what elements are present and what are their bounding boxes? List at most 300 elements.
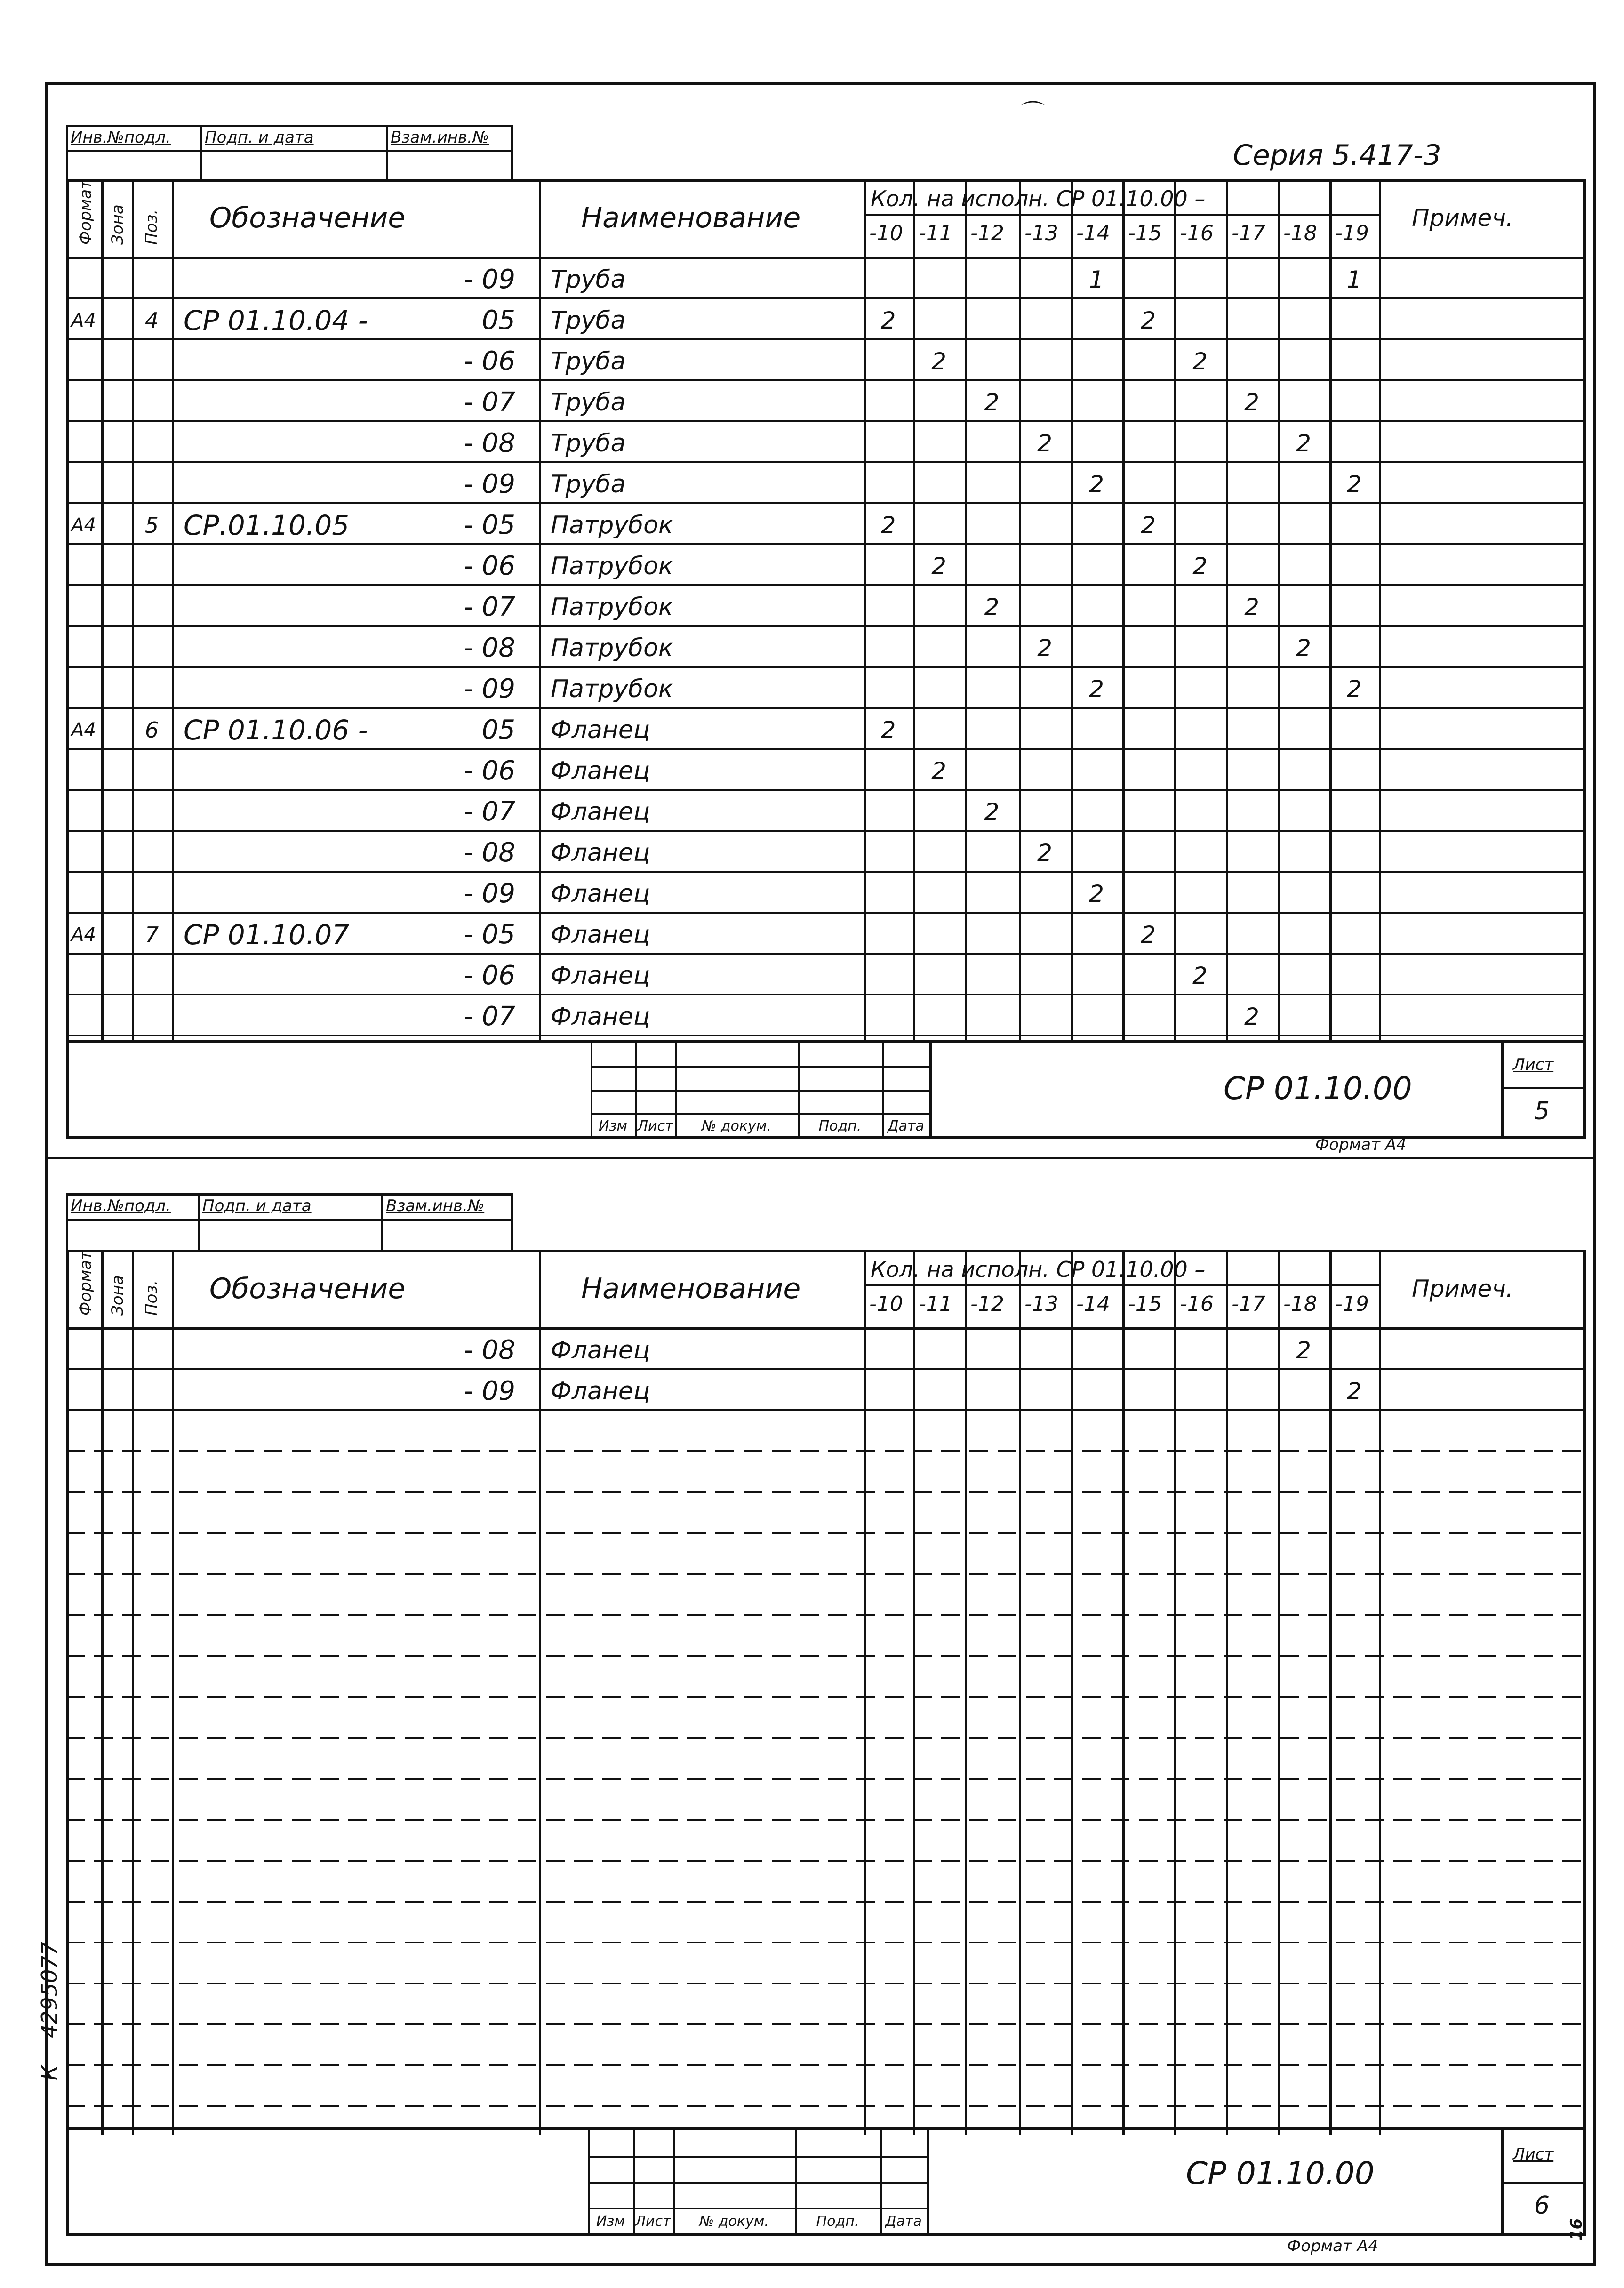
row-qty--10 — [864, 914, 913, 955]
row-designation-suffix: - 06 — [464, 346, 515, 377]
row-pos — [132, 586, 172, 627]
row-qty--14 — [1071, 996, 1122, 1037]
row-pos — [132, 750, 172, 791]
header-col--15: -15 — [1128, 221, 1162, 246]
row-qty--12 — [965, 750, 1019, 791]
row-qty--10 — [864, 341, 913, 382]
row-format — [66, 996, 101, 1037]
row-qty--18 — [1278, 914, 1329, 955]
row-qty--14: 2 — [1089, 880, 1104, 907]
row-pos — [132, 1371, 172, 1412]
row-name: Фланец — [551, 1002, 650, 1031]
table-row — [66, 382, 1586, 423]
row-qty--17: 2 — [1244, 1003, 1259, 1030]
row-qty--11 — [913, 914, 965, 955]
row-qty--13 — [1019, 709, 1071, 750]
row-pos — [132, 832, 172, 873]
row-qty--15 — [1122, 996, 1174, 1037]
row-qty--18 — [1278, 1371, 1329, 1412]
row-qty--13 — [1019, 873, 1071, 914]
row-name: Патрубок — [551, 674, 673, 703]
header-oboznachenie: Обозначение — [209, 1272, 406, 1305]
row-qty--12 — [965, 832, 1019, 873]
sheet2-side-stamp: 4295077 — [37, 1942, 62, 2038]
row-format — [66, 546, 101, 586]
row-qty--13 — [1019, 464, 1071, 505]
series-label: Серия 5.417-3 — [1233, 139, 1441, 172]
row-qty--19 — [1329, 627, 1379, 668]
row-designation-suffix: - 08 — [464, 837, 515, 868]
sheet2-title-grid — [588, 2130, 927, 2233]
row-qty--11 — [913, 586, 965, 627]
row-qty--18 — [1278, 546, 1329, 586]
stamp-line — [200, 125, 202, 181]
row-qty--17 — [1226, 914, 1278, 955]
row-qty--12 — [965, 1371, 1019, 1412]
header-poz: Поз. — [142, 1280, 161, 1316]
row-qty--11 — [913, 464, 965, 505]
row-format: А4 — [71, 514, 96, 536]
row-qty--17 — [1226, 259, 1278, 300]
row-qty--16 — [1174, 586, 1226, 627]
row-qty--15 — [1122, 423, 1174, 464]
row-pos: 5 — [144, 512, 159, 538]
row-pos — [132, 464, 172, 505]
row-qty--11: 2 — [931, 757, 946, 785]
row-qty--15 — [1122, 1371, 1174, 1412]
row-qty--19 — [1329, 382, 1379, 423]
row-qty--17 — [1226, 464, 1278, 505]
row-name: Фланец — [551, 879, 650, 908]
row-pos — [132, 791, 172, 832]
table-row-line — [66, 1737, 1586, 1739]
row-qty--16 — [1174, 1330, 1226, 1371]
row-qty--13 — [1019, 546, 1071, 586]
row-qty--17 — [1226, 709, 1278, 750]
row-qty--19: 1 — [1346, 265, 1362, 293]
row-qty--18 — [1278, 505, 1329, 546]
row-qty--14 — [1071, 832, 1122, 873]
row-name: Фланец — [551, 797, 650, 826]
row-qty--18 — [1278, 709, 1329, 750]
row-qty--11 — [913, 996, 965, 1037]
row-designation-suffix: - 06 — [464, 960, 515, 991]
header-format: Формат — [76, 1251, 95, 1316]
header-col--16: -16 — [1180, 1292, 1214, 1317]
row-qty--18 — [1278, 300, 1329, 341]
table-row-line — [66, 1450, 1586, 1452]
page-divider — [45, 1157, 1595, 1159]
row-qty--16 — [1174, 832, 1226, 873]
row-name: Труба — [551, 306, 626, 335]
row-qty--10: 2 — [880, 716, 896, 744]
stamp-inv-podl: Инв.№подл. — [71, 128, 171, 147]
row-qty--18 — [1278, 996, 1329, 1037]
title-grid-row — [591, 1090, 929, 1092]
header-col--17: -17 — [1232, 1292, 1265, 1317]
row-format — [66, 382, 101, 423]
title-data: Дата — [888, 1117, 924, 1134]
row-name: Патрубок — [551, 634, 673, 662]
row-qty--14: 2 — [1089, 675, 1104, 703]
row-qty--17 — [1226, 300, 1278, 341]
header-col--10: -10 — [869, 1292, 903, 1317]
row-qty--11 — [913, 668, 965, 709]
row-qty--13 — [1019, 791, 1071, 832]
title-grid-row — [588, 2182, 927, 2184]
row-format — [66, 750, 101, 791]
row-qty--14 — [1071, 791, 1122, 832]
row-qty--12 — [965, 259, 1019, 300]
row-format — [66, 341, 101, 382]
page-border-top — [45, 82, 1595, 85]
row-designation-suffix: - 09 — [464, 469, 515, 499]
row-qty--10 — [864, 1330, 913, 1371]
sheet2-side-initial: К — [37, 2065, 62, 2080]
row-qty--19 — [1329, 955, 1379, 996]
row-qty--14 — [1071, 627, 1122, 668]
row-qty--11: 2 — [931, 552, 946, 580]
title-data: Дата — [885, 2213, 922, 2230]
row-qty--13 — [1019, 1330, 1071, 1371]
header-col--17: -17 — [1232, 221, 1265, 246]
row-pos — [132, 996, 172, 1037]
row-qty--14 — [1071, 341, 1122, 382]
title-grid-row — [591, 1066, 929, 1068]
row-qty--12 — [965, 546, 1019, 586]
table-row-line — [66, 2064, 1586, 2066]
row-qty--12 — [965, 709, 1019, 750]
row-pos: 6 — [144, 717, 159, 743]
row-qty--17 — [1226, 1371, 1278, 1412]
row-pos — [132, 259, 172, 300]
row-qty--19 — [1329, 914, 1379, 955]
sheet1-doc-code: СР 01.10.00 — [1224, 1070, 1412, 1107]
row-qty--13 — [1019, 382, 1071, 423]
header-col--12: -12 — [970, 1292, 1004, 1317]
row-qty--15 — [1122, 546, 1174, 586]
row-qty--10 — [864, 668, 913, 709]
sheet2-table — [66, 1250, 1586, 2135]
row-designation-suffix: - 06 — [464, 551, 515, 581]
row-name: Фланец — [551, 756, 650, 785]
row-qty--11 — [913, 1330, 965, 1371]
row-qty--15: 2 — [1141, 306, 1156, 334]
header-primech: Примеч. — [1412, 204, 1513, 232]
row-qty--13 — [1019, 996, 1071, 1037]
row-qty--15 — [1122, 709, 1174, 750]
row-designation-suffix: - 08 — [464, 1335, 515, 1365]
row-qty--17 — [1226, 750, 1278, 791]
row-format: А4 — [71, 719, 96, 741]
row-format — [66, 955, 101, 996]
row-qty--10 — [864, 750, 913, 791]
row-qty--15 — [1122, 668, 1174, 709]
row-format — [66, 1371, 101, 1412]
row-qty--16 — [1174, 791, 1226, 832]
row-name: Фланец — [551, 715, 650, 744]
row-qty--12 — [965, 914, 1019, 955]
row-pos: 4 — [144, 307, 159, 333]
row-qty--16: 2 — [1192, 552, 1208, 580]
stamp-line — [66, 150, 513, 152]
row-qty--16 — [1174, 627, 1226, 668]
row-qty--19 — [1329, 1330, 1379, 1371]
header-naimenovanie: Наименование — [581, 201, 801, 234]
table-row-line — [66, 1532, 1586, 1534]
row-name: Патрубок — [551, 593, 673, 621]
row-qty--16 — [1174, 1371, 1226, 1412]
row-qty--19: 2 — [1346, 1377, 1362, 1405]
row-designation-base: СР 01.10.07 — [184, 918, 350, 951]
sheet2-sheet-label: Лист — [1513, 2145, 1554, 2164]
row-pos — [132, 627, 172, 668]
row-qty--18 — [1278, 259, 1329, 300]
row-qty--19 — [1329, 546, 1379, 586]
row-qty--14 — [1071, 1371, 1122, 1412]
row-qty--15 — [1122, 627, 1174, 668]
row-qty--16 — [1174, 300, 1226, 341]
row-qty--15 — [1122, 750, 1174, 791]
table-row — [66, 464, 1586, 505]
row-format — [66, 423, 101, 464]
row-pos — [132, 423, 172, 464]
row-qty--12: 2 — [984, 593, 1000, 621]
table-row-line — [66, 1983, 1586, 1984]
table-row — [66, 955, 1586, 996]
row-qty--16 — [1174, 709, 1226, 750]
row-qty--16 — [1174, 668, 1226, 709]
row-qty--16 — [1174, 914, 1226, 955]
row-qty--18 — [1278, 668, 1329, 709]
row-qty--13 — [1019, 259, 1071, 300]
row-qty--15 — [1122, 873, 1174, 914]
title-izm: Изм — [598, 1117, 628, 1134]
row-qty--17 — [1226, 1330, 1278, 1371]
table-row-line — [66, 1573, 1586, 1575]
row-qty--10 — [864, 791, 913, 832]
row-designation-suffix: - 07 — [464, 387, 515, 417]
table-row-line — [66, 1655, 1586, 1657]
row-qty--18 — [1278, 750, 1329, 791]
header-col--19: -19 — [1335, 1292, 1369, 1317]
row-qty--13: 2 — [1037, 839, 1052, 867]
row-qty--15 — [1122, 832, 1174, 873]
row-qty--16 — [1174, 505, 1226, 546]
stamp-podp-data: Подп. и дата — [205, 128, 314, 147]
row-qty--12: 2 — [984, 798, 1000, 826]
row-format — [66, 586, 101, 627]
row-qty--17 — [1226, 505, 1278, 546]
row-qty--17 — [1226, 668, 1278, 709]
table-row — [66, 914, 1586, 955]
row-qty--17 — [1226, 791, 1278, 832]
row-designation-suffix: - 09 — [464, 1376, 515, 1406]
row-qty--17 — [1226, 546, 1278, 586]
row-qty--14 — [1071, 300, 1122, 341]
row-qty--18 — [1278, 791, 1329, 832]
header-primech: Примеч. — [1412, 1275, 1513, 1302]
row-qty--15 — [1122, 259, 1174, 300]
row-designation-suffix: - 07 — [464, 592, 515, 622]
header-zona: Зона — [108, 204, 127, 245]
row-format — [66, 791, 101, 832]
row-qty--19 — [1329, 750, 1379, 791]
row-designation-base: СР 01.10.06 - — [184, 714, 368, 746]
row-qty--14 — [1071, 1330, 1122, 1371]
title-list: Лист — [635, 2213, 671, 2230]
row-qty--19 — [1329, 791, 1379, 832]
row-qty--13 — [1019, 914, 1071, 955]
row-qty--19: 2 — [1346, 470, 1362, 498]
row-pos: 7 — [144, 922, 159, 947]
row-qty--14 — [1071, 546, 1122, 586]
sheet1-title-grid — [591, 1043, 929, 1137]
row-qty--12 — [965, 873, 1019, 914]
header-col--18: -18 — [1283, 1292, 1317, 1317]
page-border-left — [45, 82, 48, 2266]
row-qty--11 — [913, 955, 965, 996]
row-qty--16: 2 — [1192, 962, 1208, 989]
row-qty--10 — [864, 873, 913, 914]
row-qty--13 — [1019, 1371, 1071, 1412]
row-qty--11 — [913, 873, 965, 914]
row-qty--13 — [1019, 955, 1071, 996]
title-grid-row — [588, 2156, 927, 2158]
row-qty--15 — [1122, 341, 1174, 382]
row-name: Фланец — [551, 838, 650, 867]
table-row — [66, 832, 1586, 873]
row-format: А4 — [71, 309, 96, 331]
row-qty--12 — [965, 464, 1019, 505]
row-qty--13 — [1019, 750, 1071, 791]
row-qty--17: 2 — [1244, 388, 1259, 416]
row-format — [66, 668, 101, 709]
row-qty--16 — [1174, 382, 1226, 423]
table-row — [66, 668, 1586, 709]
table-row-line — [66, 1491, 1586, 1493]
table-row-line — [66, 1614, 1586, 1616]
qty-subheader-line — [864, 214, 1379, 216]
row-name: Труба — [551, 429, 626, 458]
row-qty--19 — [1329, 505, 1379, 546]
title-block-line — [1501, 1043, 1504, 1139]
row-qty--12 — [965, 341, 1019, 382]
header-col--15: -15 — [1128, 1292, 1162, 1317]
row-qty--15 — [1122, 464, 1174, 505]
sheet2-corner-no: 16 — [1567, 2218, 1586, 2240]
table-row — [66, 423, 1586, 464]
row-qty--10 — [864, 546, 913, 586]
header-col--14: -14 — [1076, 221, 1110, 246]
table-row-line — [66, 2023, 1586, 2025]
row-qty--19 — [1329, 996, 1379, 1037]
stamp-vzam-inv: Взам.инв.№ — [391, 128, 489, 147]
row-qty--14 — [1071, 505, 1122, 546]
row-designation-suffix: - 07 — [464, 796, 515, 827]
table-row — [66, 546, 1586, 586]
header-kol-title: Кол. на исполн. СР 01.10.00 – — [871, 1257, 1206, 1283]
title-list: Лист — [637, 1117, 673, 1134]
title-podp: Подп. — [816, 2213, 859, 2230]
page-border-bottom — [45, 2263, 1595, 2266]
header-col--11: -11 — [919, 1292, 952, 1317]
row-qty--12 — [965, 955, 1019, 996]
header-col--10: -10 — [869, 221, 903, 246]
row-qty--12 — [965, 505, 1019, 546]
header-col--13: -13 — [1024, 1292, 1058, 1317]
row-name: Труба — [551, 347, 626, 376]
row-qty--19 — [1329, 586, 1379, 627]
row-qty--19 — [1329, 423, 1379, 464]
row-qty--16 — [1174, 464, 1226, 505]
row-qty--11 — [913, 832, 965, 873]
table-row-line — [66, 1778, 1586, 1780]
row-format: А4 — [71, 923, 96, 946]
header-oboznachenie: Обозначение — [209, 201, 406, 234]
row-qty--13 — [1019, 505, 1071, 546]
row-format — [66, 464, 101, 505]
title-block-line — [929, 1043, 932, 1139]
row-designation-suffix: 05 — [481, 305, 515, 336]
row-designation-base: СР.01.10.05 — [184, 509, 350, 541]
row-qty--16 — [1174, 750, 1226, 791]
row-qty--15 — [1122, 382, 1174, 423]
row-pos — [132, 341, 172, 382]
table-row — [66, 259, 1586, 300]
sheet2-format-label: Формат А4 — [1287, 2237, 1378, 2256]
row-qty--14: 1 — [1089, 265, 1104, 293]
row-qty--11 — [913, 791, 965, 832]
row-qty--10 — [864, 259, 913, 300]
row-name: Фланец — [551, 920, 650, 949]
table-row — [66, 750, 1586, 791]
table-row-line — [66, 1901, 1586, 1903]
table-row — [66, 341, 1586, 382]
row-qty--18 — [1278, 382, 1329, 423]
row-name: Труба — [551, 388, 626, 417]
row-designation-suffix: - 08 — [464, 428, 515, 458]
sheet1-sheet-no: 5 — [1534, 1097, 1550, 1125]
row-qty--16 — [1174, 996, 1226, 1037]
row-pos — [132, 668, 172, 709]
row-qty--12: 2 — [984, 388, 1000, 416]
row-qty--11 — [913, 423, 965, 464]
header-col--13: -13 — [1024, 221, 1058, 246]
stamp-line — [381, 1193, 383, 1252]
row-qty--10 — [864, 996, 913, 1037]
header-col--16: -16 — [1180, 221, 1214, 246]
row-qty--18 — [1278, 955, 1329, 996]
row-qty--11 — [913, 505, 965, 546]
header-col--11: -11 — [919, 221, 952, 246]
row-qty--15 — [1122, 955, 1174, 996]
table-row-line — [66, 1942, 1586, 1943]
header-zona: Зона — [108, 1275, 127, 1316]
table-row — [66, 873, 1586, 914]
row-qty--17 — [1226, 627, 1278, 668]
row-qty--11 — [913, 709, 965, 750]
sheet1-sheet-label: Лист — [1513, 1055, 1554, 1074]
row-qty--17 — [1226, 423, 1278, 464]
row-qty--15: 2 — [1141, 511, 1156, 539]
row-qty--11 — [913, 300, 965, 341]
title-ndokum: № докум. — [702, 1117, 771, 1134]
stamp-line — [198, 1193, 200, 1252]
row-qty--11: 2 — [931, 347, 946, 375]
row-qty--18 — [1278, 341, 1329, 382]
row-qty--18 — [1278, 832, 1329, 873]
